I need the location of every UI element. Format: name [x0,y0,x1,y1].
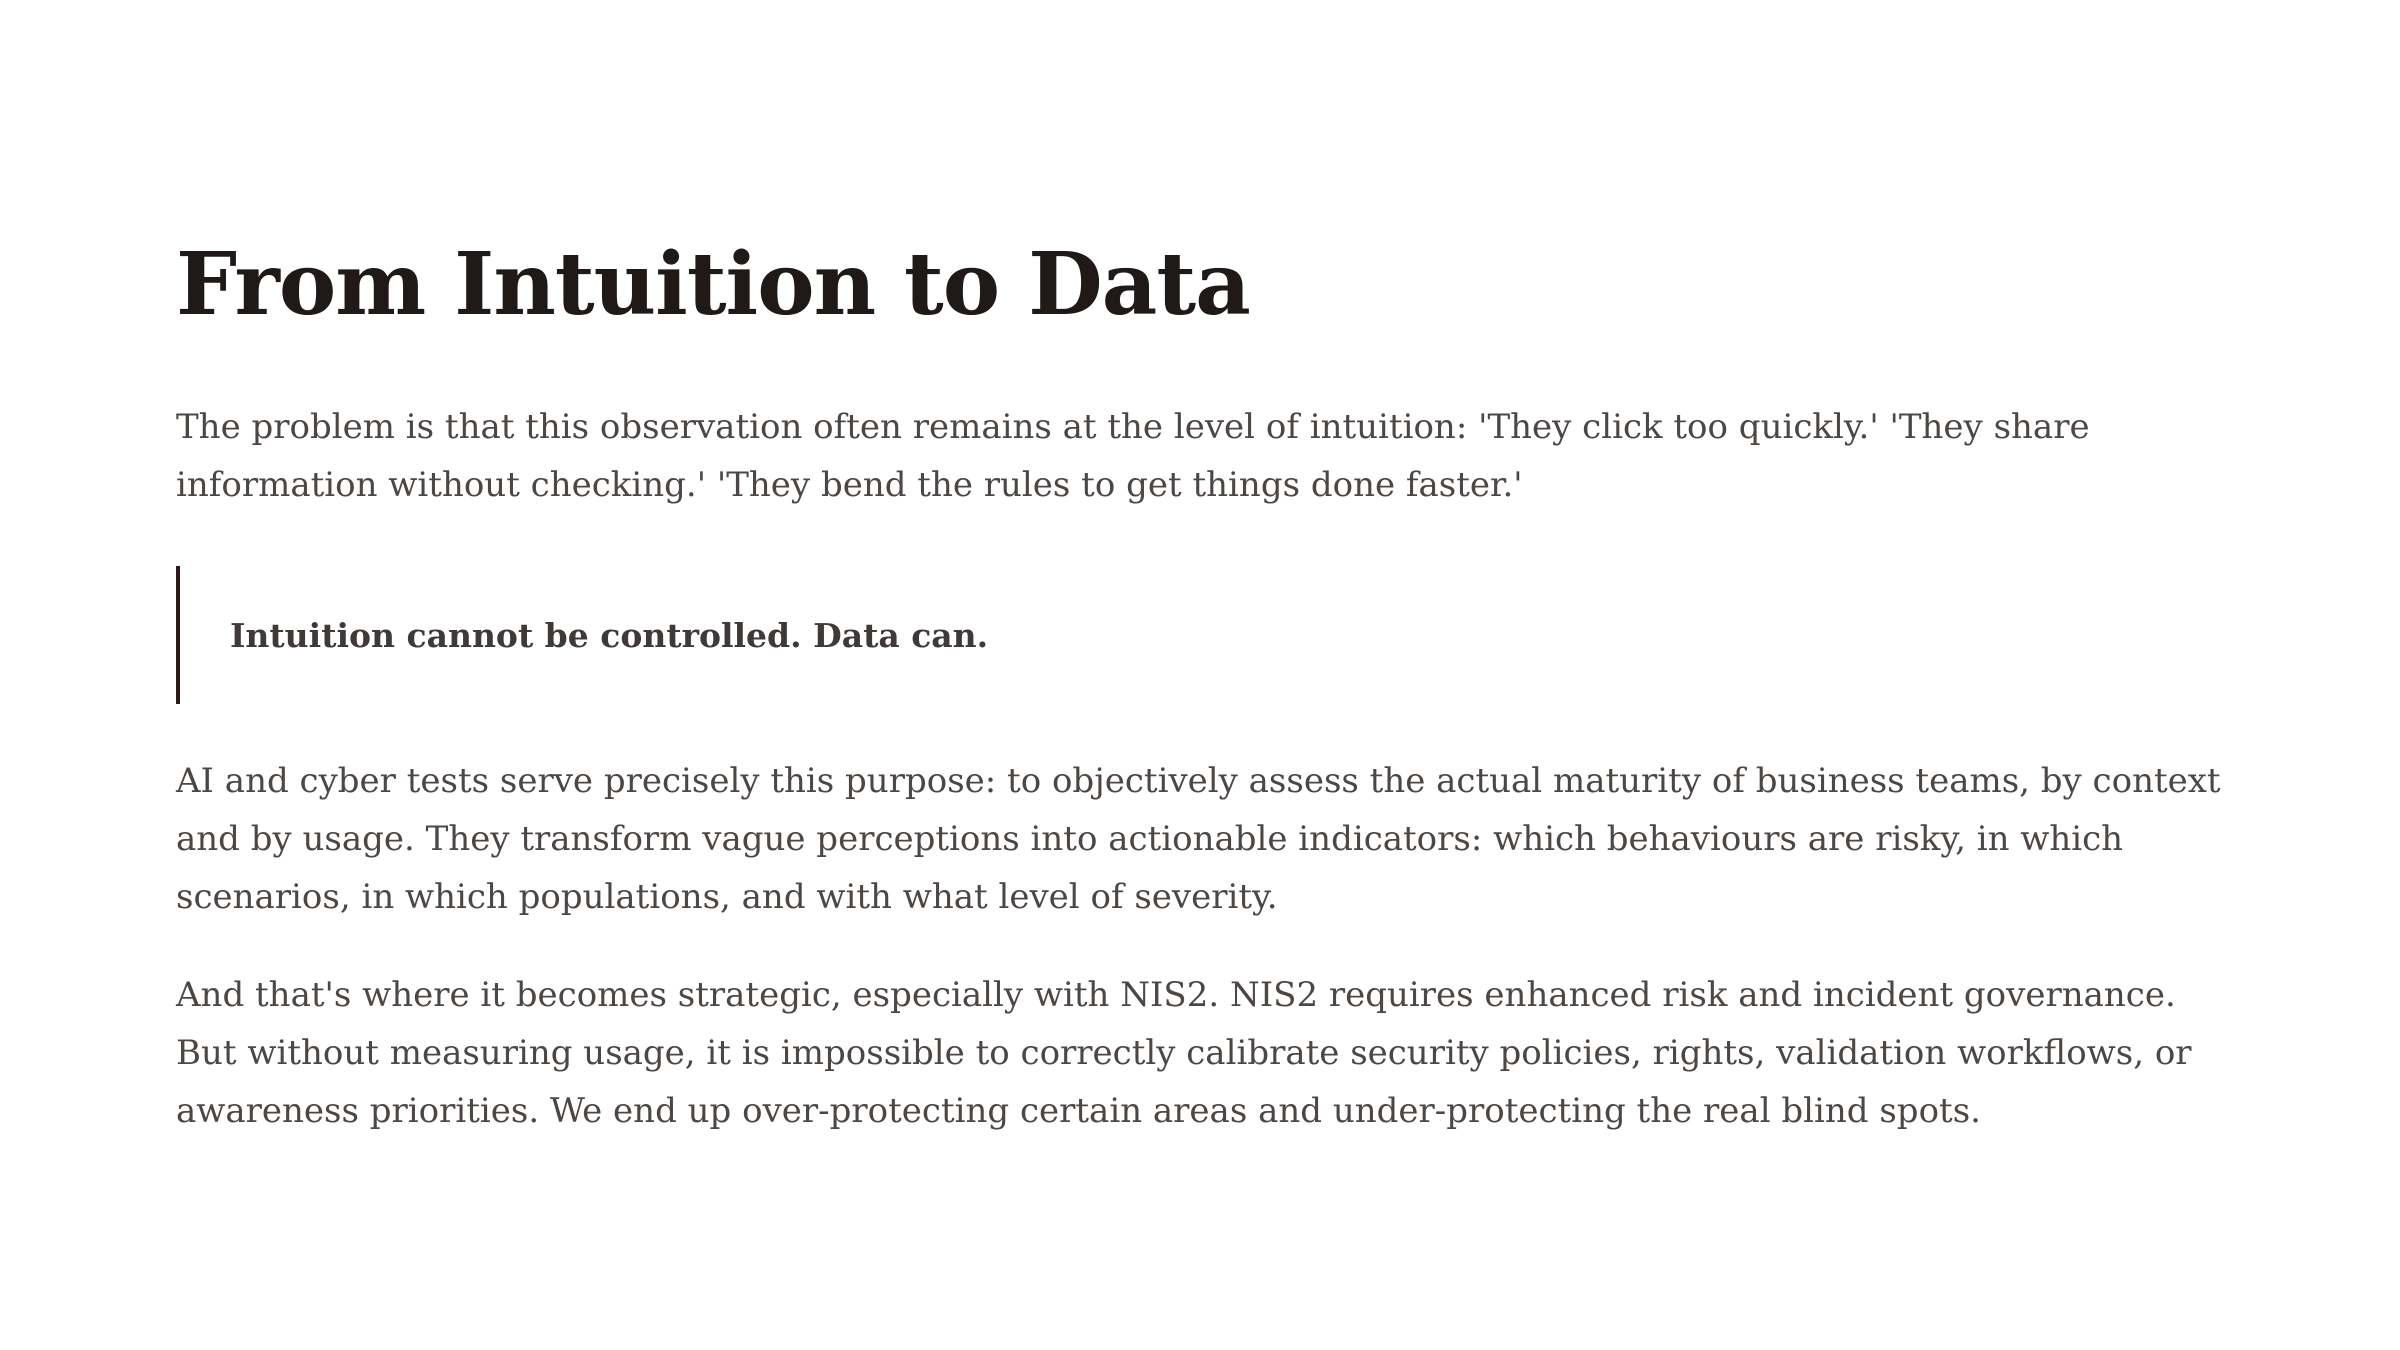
body-paragraph-tests: AI and cyber tests serve precisely this purpose: to objectively assess the actual maturity of business teams, by context and by usage. They transform vague perceptions into actionable indicators: which behaviours are risky, in which scenarios, in which populations, and with what level of severity. [176,761,2221,917]
pull-quote [176,566,2236,704]
intro-paragraph: The problem is that this observation often remains at the level of intuition: 'They click too quickly.' 'They share information without checking.' 'They bend the rules to get things done faster.' [176,407,2090,505]
pull-quote-text: Intuition cannot be controlled. Data can. [230,616,989,655]
body-paragraph-nis2: And that's where it becomes strategic, especially with NIS2. NIS2 requires enhanced risk and incident governance. But without measuring usage, it is impossible to correctly calibrate security policies, rights, validation workflows, or awareness priorities. We end up over-protecting certain areas and under-protecting the real blind spots. [176,975,2192,1131]
page-title: From Intuition to Data [176,234,1250,335]
article [176,230,2236,1140]
